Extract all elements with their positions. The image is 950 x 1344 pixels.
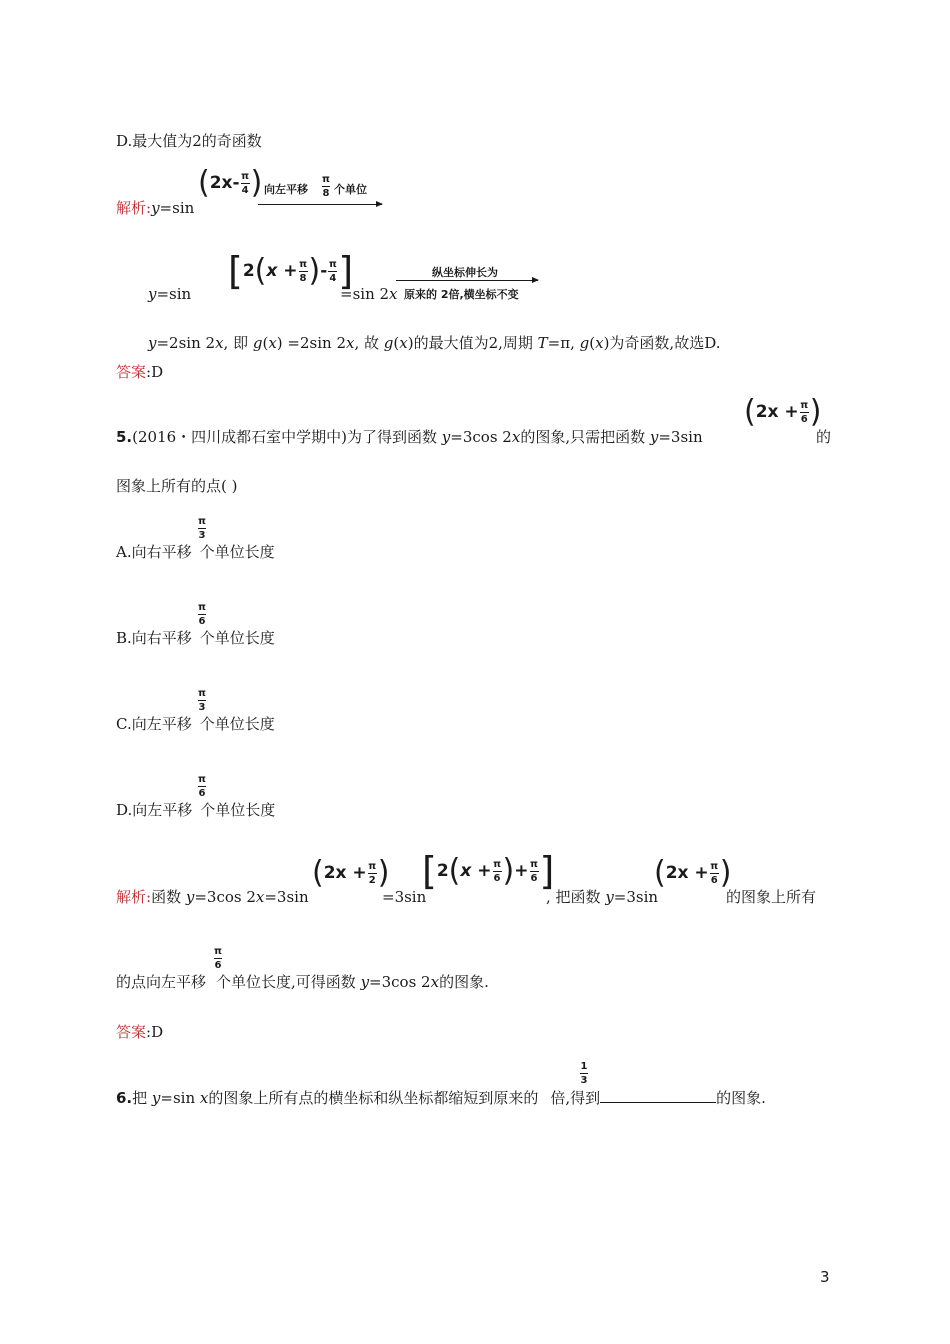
q5-expr-2x-plus-pi-6: ( 2x + π 6 ) — [744, 393, 822, 430]
q5-solution-line1: 解析:函数 y=3cos 2x=3sin — [116, 888, 309, 906]
q5-option-d[interactable]: D.向左平移 个单位长度 — [116, 801, 276, 819]
q4-solution-line2 — [148, 284, 191, 304]
arrow2-top-label: 纵坐标伸长为 — [432, 266, 498, 279]
q5-expr-bracket: [ 2 ( x + π 6 ) + π 6 ] — [422, 849, 555, 893]
answer-value: :D — [146, 363, 164, 381]
paren-close: ) — [308, 252, 321, 289]
opt-a-frac-pi-3: π 3 — [198, 516, 206, 541]
q5-expr-2x-plus-pi-2: ( 2x + π 2 ) — [312, 854, 390, 891]
q4-expr-2x-minus-pi-4 — [198, 164, 263, 201]
minus: - — [320, 261, 328, 281]
q6-frac-1-3: 1 3 — [580, 1061, 588, 1086]
frac-pi-2: π 2 — [368, 860, 377, 886]
q5-solution-end: 的图象上所有 — [726, 888, 817, 906]
q4-expr-bracket — [228, 249, 354, 293]
frac-pi-6: π 6 — [800, 399, 809, 425]
arrow2-bottom-label: 原来的 2倍,横坐标不变 — [404, 288, 519, 301]
q4-option-d: D.最大值为2的奇函数 — [116, 132, 262, 150]
question-number: 5. — [116, 428, 133, 446]
arrow1-label-b: 个单位 — [334, 183, 367, 196]
q4-solution-line2-rest: =sin 2x — [340, 285, 398, 303]
q4-solution-line3: y=2sin 2x, 即 g(x) =2sin 2x, 故 g(x)的最大值为2,周期 T=π, g(x)为奇函数,故选D. — [148, 334, 721, 352]
q5-option-c[interactable]: C.向左平移 个单位长度 — [116, 715, 275, 733]
arrow1-label: 向左平移 — [264, 183, 308, 196]
paren-open: ( — [254, 252, 267, 289]
frac-pi-6: π 6 — [493, 858, 501, 884]
frac-pi-8: π 8 — [299, 258, 307, 284]
arrow1-frac-pi-8: π 8 — [322, 174, 330, 199]
q5-option-a[interactable]: A.向右平移 个单位长度 — [116, 543, 275, 561]
expr: 2x- — [209, 173, 240, 193]
q5-answer — [116, 1022, 163, 1042]
q5-stem: 5.(2016・四川成都石室中学期中)为了得到函数 y=3cos 2x的图象,只需把函数 y=3sin — [116, 428, 703, 446]
bracket-close: ] — [338, 249, 354, 293]
bracket-open: [ — [228, 249, 243, 293]
opt-c-frac-pi-3: π 3 — [198, 688, 206, 713]
paren-open: ( — [198, 164, 210, 201]
expr: x + — [266, 261, 298, 281]
q4-answer — [116, 362, 163, 382]
opt-b-frac-pi-6: π 6 — [198, 602, 206, 627]
q5-stem-line2: 图象上所有的点( ) — [116, 477, 238, 495]
text: =sin — [159, 199, 195, 217]
answer-label: 答案 — [116, 363, 147, 381]
question-number: 6. — [116, 1089, 133, 1107]
answer-label: 答案 — [116, 1023, 147, 1041]
frac-pi-4: π 4 — [241, 170, 250, 196]
q6-stem: 6.把 y=sin x的图象上所有点的横坐标和纵坐标都缩短到原来的 倍,得到 的图象. — [116, 1089, 766, 1107]
q5-expr-2x-plus-pi-6-b: ( 2x + π 6 ) — [654, 854, 732, 891]
frac-pi-6: π 6 — [710, 860, 719, 886]
page-number: 3 — [820, 1268, 830, 1286]
answer-blank[interactable] — [600, 1088, 716, 1103]
expr: 2 — [242, 261, 255, 281]
frac-pi-6: π 6 — [530, 858, 538, 884]
q5-stem-end: 的 — [816, 428, 832, 446]
q5-option-b[interactable]: B.向右平移 个单位长度 — [116, 629, 275, 647]
arrow2 — [396, 280, 538, 281]
var-y: y — [151, 199, 160, 217]
q5-solution-mid: , 把函数 y=3sin — [546, 888, 659, 906]
solution-label: 解析: — [116, 888, 152, 906]
q5-solution-line2: 的点向左平移 个单位长度,可得函数 y=3cos 2x的图象. — [116, 973, 489, 991]
var-y: y — [148, 285, 157, 303]
arrow1 — [258, 204, 382, 205]
sol-frac-pi-6: π 6 — [214, 946, 222, 971]
paren-close: ) — [250, 164, 263, 201]
answer-value: :D — [146, 1023, 164, 1041]
solution-label: 解析: — [116, 199, 152, 217]
q4-solution-line1 — [116, 198, 194, 218]
text: =sin — [156, 285, 192, 303]
frac-pi-4: π 4 — [328, 258, 337, 284]
q5-solution-eq: =3sin — [382, 888, 427, 906]
opt-d-frac-pi-6: π 6 — [198, 774, 206, 799]
